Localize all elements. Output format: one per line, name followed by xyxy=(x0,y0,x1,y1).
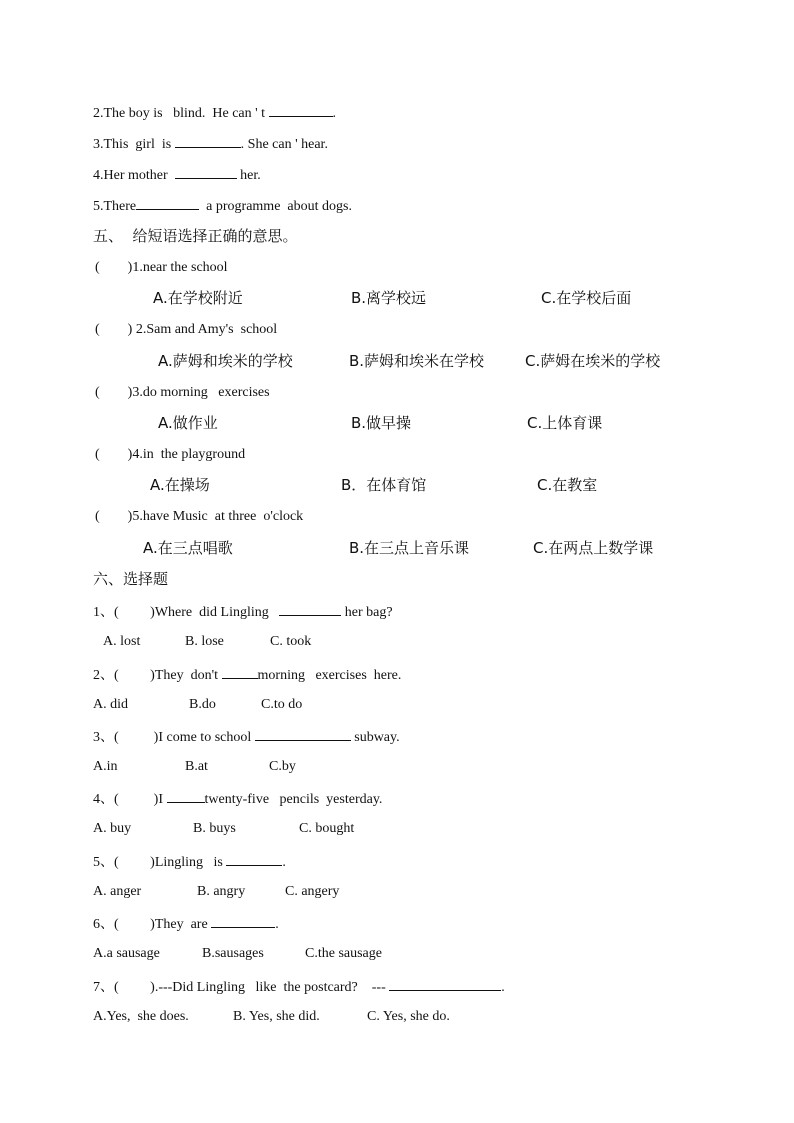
section-6-heading: 六、选择题 xyxy=(93,570,169,588)
match-option-a[interactable]: A.萨姆和埃米的学校 xyxy=(158,352,293,370)
mc-question-6 xyxy=(93,915,279,933)
question-text: 1、( )Where did Lingling xyxy=(93,605,280,620)
mc-option-c[interactable]: C. bought xyxy=(299,821,355,836)
answer-blank[interactable] xyxy=(279,603,341,616)
line-text: 5.There xyxy=(93,199,137,214)
line-text: . xyxy=(332,106,337,121)
question-text: . xyxy=(275,917,279,932)
answer-blank[interactable] xyxy=(389,978,501,991)
mc-question-7 xyxy=(93,978,505,996)
question-text: 3、( )I come to school xyxy=(93,730,255,745)
mc-option-b[interactable]: B.do xyxy=(189,697,216,712)
match-stem-3: ( )3.do morning exercises xyxy=(95,385,270,400)
fill-line-4 xyxy=(93,166,261,184)
question-text: subway. xyxy=(350,730,400,745)
match-option-b[interactable]: B.在三点上音乐课 xyxy=(349,539,470,557)
match-option-c[interactable]: C.在两点上数学课 xyxy=(533,539,654,557)
match-option-c[interactable]: C.萨姆在埃米的学校 xyxy=(525,352,661,370)
mc-option-c[interactable]: C.by xyxy=(269,759,296,774)
answer-blank[interactable] xyxy=(175,166,237,179)
match-option-a[interactable]: A.在三点唱歌 xyxy=(143,539,233,557)
match-stem-2: ( ) 2.Sam and Amy's school xyxy=(95,322,278,337)
question-text: twenty-five pencils yesterday. xyxy=(204,792,383,807)
line-text: a programme about dogs. xyxy=(199,199,352,214)
question-text: her bag? xyxy=(341,605,393,620)
question-text: 5、( )Lingling is xyxy=(93,855,227,870)
answer-blank[interactable] xyxy=(222,666,258,679)
question-text: 4、( )I xyxy=(93,792,167,807)
mc-question-4 xyxy=(93,790,382,808)
match-option-b[interactable]: B.萨姆和埃米在学校 xyxy=(349,352,485,370)
match-stem-1: ( )1.near the school xyxy=(95,260,228,275)
mc-question-5 xyxy=(93,853,286,871)
mc-option-a[interactable]: A.a sausage xyxy=(93,946,160,961)
line-text: her. xyxy=(236,168,261,183)
mc-option-c[interactable]: C. took xyxy=(270,634,312,649)
mc-option-a[interactable]: A. lost xyxy=(103,634,141,649)
match-option-c[interactable]: C.上体育课 xyxy=(527,414,603,432)
mc-option-b[interactable]: B. Yes, she did. xyxy=(233,1009,320,1024)
question-text: . xyxy=(501,980,505,995)
mc-option-a[interactable]: A.in xyxy=(93,759,118,774)
answer-blank[interactable] xyxy=(175,135,241,148)
answer-blank[interactable] xyxy=(255,728,351,741)
mc-option-b[interactable]: B.sausages xyxy=(202,946,264,961)
match-option-b[interactable]: B.做早操 xyxy=(351,414,412,432)
match-option-c[interactable]: C.在学校后面 xyxy=(541,289,632,307)
fill-line-2 xyxy=(93,104,336,122)
match-stem-5: ( )5.have Music at three o'clock xyxy=(95,509,304,524)
mc-option-a[interactable]: A.Yes, she does. xyxy=(93,1009,189,1024)
question-text: 7、( ).---Did Lingling like the postcard? --- xyxy=(93,980,390,995)
mc-option-b[interactable]: B.at xyxy=(185,759,208,774)
question-text: 6、( )They are xyxy=(93,917,212,932)
answer-blank[interactable] xyxy=(269,104,333,117)
line-text: 4.Her mother xyxy=(93,168,175,183)
question-text: . xyxy=(282,855,286,870)
mc-option-a[interactable]: A. did xyxy=(93,697,128,712)
mc-option-b[interactable]: B. angry xyxy=(197,884,246,899)
match-option-b[interactable]: B．在体育馆 xyxy=(341,476,427,494)
mc-option-b[interactable]: B. lose xyxy=(185,634,224,649)
section-5-heading: 五、 给短语选择正确的意思。 xyxy=(93,227,298,245)
match-option-b[interactable]: B.离学校远 xyxy=(351,289,427,307)
mc-question-1 xyxy=(93,603,393,621)
fill-line-3 xyxy=(93,135,328,153)
mc-option-c[interactable]: C.to do xyxy=(261,697,303,712)
match-option-c[interactable]: C.在教室 xyxy=(537,476,598,494)
mc-option-b[interactable]: B. buys xyxy=(193,821,236,836)
mc-option-c[interactable]: C. Yes, she do. xyxy=(367,1009,450,1024)
answer-blank[interactable] xyxy=(136,197,199,210)
question-text: 2、( )They don't xyxy=(93,668,222,683)
mc-option-c[interactable]: C. angery xyxy=(285,884,340,899)
question-text: morning exercises here. xyxy=(257,668,402,683)
line-text: . She can ' hear. xyxy=(240,137,328,152)
answer-blank[interactable] xyxy=(167,790,205,803)
mc-option-c[interactable]: C.the sausage xyxy=(305,946,382,961)
mc-option-a[interactable]: A. anger xyxy=(93,884,142,899)
mc-question-3 xyxy=(93,728,400,746)
match-option-a[interactable]: A.在操场 xyxy=(150,476,210,494)
answer-blank[interactable] xyxy=(226,853,282,866)
match-option-a[interactable]: A.在学校附近 xyxy=(153,289,243,307)
answer-blank[interactable] xyxy=(211,915,275,928)
mc-question-2 xyxy=(93,666,401,684)
match-option-a[interactable]: A.做作业 xyxy=(158,414,218,432)
line-text: 2.The boy is blind. He can ' t xyxy=(93,106,269,121)
fill-line-5 xyxy=(93,197,352,215)
mc-option-a[interactable]: A. buy xyxy=(93,821,132,836)
match-stem-4: ( )4.in the playground xyxy=(95,447,246,462)
line-text: 3.This girl is xyxy=(93,137,175,152)
